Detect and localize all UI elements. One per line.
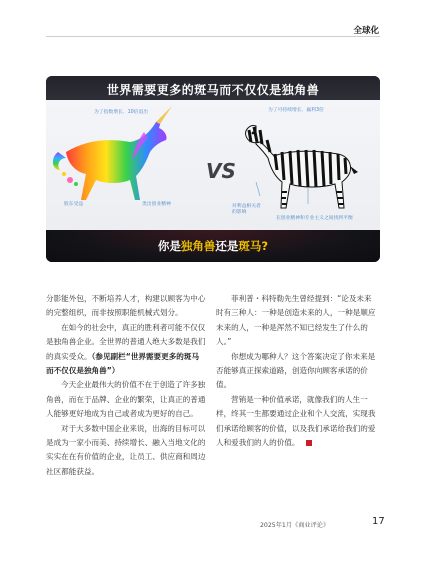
figure-question <box>46 238 380 254</box>
annotation-unicorn-growth: 为了指数增长、10倍退出 <box>94 110 149 115</box>
zebra-illustration <box>246 126 358 208</box>
question-highlight-unicorn: 独角兽 <box>180 239 216 253</box>
header-rule <box>46 36 380 37</box>
annotation-zebra-stakeholders: 对利益相关者的影响 <box>232 204 261 215</box>
paragraph <box>216 393 376 451</box>
figure-title: 世界需要更多的斑马而不仅仅是独角兽 <box>106 83 320 97</box>
paragraph: 你想成为哪种人？这个答案决定了你未来是否能够真正探索道路，创造你向顾客承诺的价值。 <box>216 351 376 390</box>
sidebar-reference: （参见副栏“世界需要更多的斑马而不仅仅是独角兽”） <box>46 351 200 376</box>
paragraph: 菲利普・科特勒先生曾经提到：“论及未来时有三种人：一种是创造未来的人，一种是顺应未来的人，一种是浑然不知已经发生了什么的人。” <box>216 294 376 347</box>
annotation-unicorn-entrepreneurship: 类出创业精神 <box>142 202 171 207</box>
question-text-1: 你是 <box>157 239 181 253</box>
svg-text:VS: VS <box>206 159 236 183</box>
paragraph: 今天企业最伟大的价值不在于创造了许多独角兽，而在于品牌、企业的繁荣，让真正的普通人能够更好地成为自己或者成为更好的自己。 <box>46 380 206 419</box>
paragraph <box>46 321 206 379</box>
paragraph: 对于大多数中国企业来说，出海的目标可以是成为一家小而美、持续增长、融入当地文化的实实在在有价值的企业，让员工、供应商和周边社区都能获益。 <box>46 423 206 476</box>
right-column <box>216 292 376 450</box>
question-highlight-zebra: 斑马? <box>238 239 269 253</box>
paragraph: 分影能外包，不断培养人才，构建以顾客为中心的完整组织，而非按照职能机械式划分。 <box>46 294 206 318</box>
end-mark-icon <box>306 440 312 446</box>
figure-illustration-panel <box>46 100 380 230</box>
left-column <box>46 292 206 479</box>
unicorn-vs-zebra-illustration <box>46 100 380 230</box>
paragraph-text: 营销是一种价值承诺，就像我们的人生一样，终其一生都要通过企业和个人交流，实现我们承诺给顾客的价值，以及我们承诺给我们的爱人和爱我们的人的价值。 <box>216 394 376 448</box>
footer-issue: 2025年1月《商业评论》 <box>260 522 330 529</box>
unicorn-illustration <box>53 106 172 200</box>
page-number: 17 <box>372 516 385 527</box>
annotation-unicorn-shareholders: 股东受益 <box>64 202 84 207</box>
sidebar-figure <box>46 76 380 262</box>
section-label: 全球化 <box>353 26 379 36</box>
paragraph-text: 在如今的社会中，真正的胜利者可能不仅仅是独角兽企业。全世界的普通人绝大多数是我们的真实受众。 <box>46 322 206 361</box>
vs-mark <box>206 159 236 183</box>
annotation-zebra-growth: 为了可持续增长、赢利3倍 <box>268 108 324 113</box>
question-text-2: 还是 <box>215 239 239 253</box>
annotation-zebra-balance: 在创业精神和专业主义之间找到平衡 <box>276 216 353 221</box>
